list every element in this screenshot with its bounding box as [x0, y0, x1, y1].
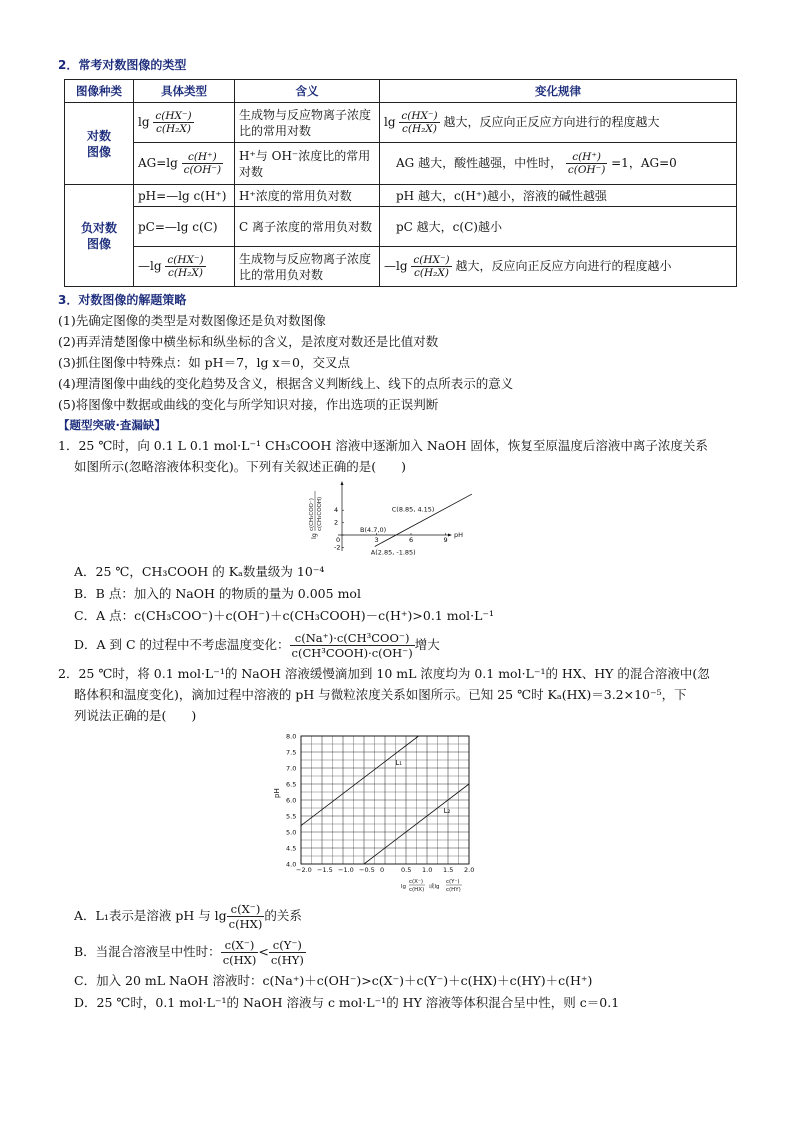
chart1-x-tick-label: 0: [336, 536, 341, 544]
fraction-denominator: c(OH⁻): [183, 164, 222, 176]
fraction: [153, 110, 193, 135]
fraction-numerator: c(HX⁻): [155, 110, 192, 122]
chart2-x-tick-label: 1.5: [443, 866, 454, 874]
fraction-denominator: c(OH⁻): [567, 164, 606, 176]
fraction: [227, 902, 265, 931]
chart2-ylabel: pH: [273, 788, 281, 798]
chart2-y-tick-label: 6.5: [286, 780, 297, 789]
rule-text: 越大，反应向正反应方向进行的程度越小: [455, 259, 672, 273]
option-d-prefix: D．A 到 C 的过程中不考虑温度变化：: [74, 637, 290, 652]
table-row: [65, 247, 737, 287]
question-1-stem-line: 如图所示(忽略溶液体积变化)。下列有关叙述正确的是( ): [74, 459, 407, 474]
table-header-row: [65, 80, 737, 103]
list-item: (5)将图像中数据或曲线的变化与所学知识对接，作出选项的正误判断: [58, 397, 439, 412]
question-2-option-a: [58, 898, 738, 934]
fraction-numerator: c(HX⁻): [167, 254, 204, 266]
question-1-option-d: [58, 627, 738, 663]
table-row: [65, 185, 737, 207]
chart1-point-b-label: B(4.7,0): [360, 526, 387, 534]
fraction: [399, 110, 439, 135]
type-prefix: AG=lg: [138, 156, 178, 170]
chart2-tick-labels: [286, 732, 474, 874]
question-1-option-a: A．25 ℃，CH₃COOH 的 Kₐ数量级为 10⁻⁴: [74, 564, 325, 579]
rule-prefix: —lg: [384, 259, 408, 273]
section-3-title: 3．对数图像的解题策略: [58, 293, 187, 307]
question-2-option-b: [58, 934, 738, 970]
chart2-l2-label: L₂: [443, 806, 451, 815]
meaning-cell: C 离子浓度的常用负对数: [235, 207, 380, 247]
chart-1-acetate-ratio: [308, 479, 488, 559]
category-negative-log-label: 负对数 图像: [80, 220, 117, 251]
question-2: [58, 663, 738, 1014]
chart2-y-tick-label: 6.0: [286, 796, 297, 805]
question-1: [58, 435, 738, 663]
rule-text: AG 越大，酸性越强，中性时，: [396, 156, 563, 170]
chart2-y-tick-label: 4.0: [286, 860, 297, 869]
chart2-x-tick-label: −2.0: [296, 866, 312, 874]
fraction-denominator: c(H₂X): [414, 267, 449, 279]
chart2-y-tick-label: 4.5: [286, 844, 297, 853]
chart1-y-tick-label: 2: [334, 518, 339, 527]
log-graph-types-table: [64, 79, 737, 287]
rule-cell: [380, 143, 737, 185]
list-item: (2)再弄清楚图像中横坐标和纵坐标的含义，是浓度对数还是比值对数: [58, 334, 439, 349]
fraction: [290, 631, 415, 660]
less-than-sign: <: [258, 944, 269, 959]
chart2-y-tick-label: 8.0: [286, 732, 297, 741]
header-meaning: 含义: [235, 80, 380, 103]
chart2-line-l1: [301, 736, 419, 826]
list-item: (3)抓住图像中特殊点：如 pH＝7，lg x＝0，交叉点: [58, 355, 351, 370]
category-negative-log: [65, 185, 134, 287]
fraction-denominator: c(HX): [222, 953, 257, 967]
question-2-option-d: D．25 ℃时，0.1 mol·L⁻¹的 NaOH 溶液与 c mol·L⁻¹的 HY 溶液等体积混合呈中性，则 c＝0.1: [74, 995, 620, 1010]
chart2-y-tick-label: 7.0: [286, 764, 297, 773]
header-change-rule: 变化规律: [380, 80, 737, 103]
rule-prefix: lg: [384, 115, 396, 129]
table-row: [65, 103, 737, 143]
document-page: [58, 56, 738, 1014]
type-prefix: lg: [138, 115, 150, 129]
fraction: [269, 938, 306, 967]
chart1-x-tick-label: 3: [374, 536, 379, 544]
fraction-numerator: c(HX⁻): [413, 254, 450, 266]
fraction-denominator: c(H₂X): [402, 123, 437, 135]
option-b-prefix: B．当混合溶液呈中性时：: [74, 944, 221, 959]
chart1-xlabel: pH: [454, 531, 464, 539]
table-row: [65, 143, 737, 185]
chart2-xlabel-lg1: lg: [401, 884, 407, 890]
type-cell: pH=—lg c(H⁺): [134, 185, 235, 207]
meaning-cell: H⁺浓度的常用负对数: [235, 185, 380, 207]
fraction-numerator: c(HX⁻): [401, 110, 438, 122]
section-2-title: 2．常考对数图像的类型: [58, 58, 187, 72]
chart2-x-tick-label: −0.5: [359, 866, 375, 874]
chart1-ylabel-lg: lg: [310, 533, 318, 539]
chart2-xlabel-or: 或lg: [429, 884, 440, 890]
question-1-stem-line: 1．25 ℃时，向 0.1 L 0.1 mol·L⁻¹ CH₃COOH 溶液中逐渐加入 NaOH 固体，恢复至原温度后溶液中离子浓度关系: [58, 438, 708, 453]
type-cell: [134, 247, 235, 287]
meaning-cell: 生成物与反应物离子浓度比的常用对数: [235, 103, 380, 143]
chart2-y-tick-label: 7.5: [286, 748, 297, 757]
chart1-x-tick-label: 6: [409, 536, 414, 544]
chart2-grid: [301, 736, 469, 864]
chart2-y-tick-label: 5.0: [286, 828, 297, 837]
chart2-y-tick-label: 5.5: [286, 812, 297, 821]
fraction: [182, 151, 223, 176]
type-cell: [134, 103, 235, 143]
fraction-denominator: c(HY): [270, 953, 304, 967]
chart1-y-arrow: [341, 481, 344, 485]
fraction-denominator: c(CH³COOH)·c(OH⁻): [291, 646, 413, 660]
chart1-point-a-label: A(2.85, -1.85): [370, 548, 416, 557]
chart1-point-c-label: C(8.85, 4.15): [391, 505, 435, 514]
meaning-cell: H⁺与 OH⁻浓度比的常用对数: [235, 143, 380, 185]
option-d-suffix: 增大: [414, 637, 440, 652]
chart2-x-tick-label: −1.5: [317, 866, 333, 874]
chart2-x-tick-label: −1.0: [338, 866, 354, 874]
chart1-ylabel-num: c(CH₃COO⁻): [309, 498, 315, 531]
fraction-numerator: c(X⁻): [227, 902, 265, 917]
fraction: [411, 254, 451, 279]
type-cell: [134, 143, 235, 185]
fraction-denominator: c(H₂X): [168, 267, 203, 279]
rule-cell: pC 越大，c(C)越小: [380, 207, 737, 247]
fraction: [566, 151, 607, 176]
fraction-numerator: c(X⁻): [221, 938, 259, 953]
chart1-y-tick-label: 4: [334, 506, 339, 515]
chart2-xlabel-num1: c(X⁻): [409, 879, 423, 885]
rule-cell: [380, 247, 737, 287]
chart2-x-tick-label: 0: [380, 866, 385, 874]
question-2-stem-line: 2．25 ℃时，将 0.1 mol·L⁻¹的 NaOH 溶液缓慢滴加到 10 mL 浓度均为 0.1 mol·L⁻¹的 HX、HY 的混合溶液中(忽: [58, 666, 710, 681]
header-graph-category: 图像种类: [65, 80, 134, 103]
chart2-xlabel-den2: c(HY): [446, 887, 461, 893]
question-1-option-c: C．A 点：c(CH₃COO⁻)＋c(OH⁻)＋c(CH₃COOH)－c(H⁺)>0.1 mol·L⁻¹: [74, 608, 494, 623]
chart1-x-arrow: [448, 534, 452, 537]
category-positive-log-label: 对数 图像: [86, 128, 111, 159]
rule-text: 越大，反应向正反应方向进行的程度越大: [443, 115, 660, 129]
list-item: (1)先确定图像的类型是对数图像还是负对数图像: [58, 313, 326, 328]
practice-title: 【题型突破·查漏缺】: [58, 418, 166, 432]
question-1-option-b: B．B 点：加入的 NaOH 的物质的量为 0.005 mol: [74, 586, 361, 601]
header-specific-type: 具体类型: [134, 80, 235, 103]
type-prefix: —lg: [138, 259, 162, 273]
chart2-xlabel-num2: c(Y⁻): [446, 879, 460, 885]
chart1-y-tick-label: -2: [334, 543, 341, 552]
chart2-x-tick-label: 1.0: [422, 866, 433, 874]
chart2-x-tick-label: 2.0: [464, 866, 475, 874]
list-item: (4)理清图像中曲线的变化趋势及含义，根据含义判断线上、线下的点所表示的意义: [58, 376, 514, 391]
strategy-list: [58, 310, 738, 415]
chart-2-ph-relation: [273, 728, 523, 896]
chart1-x-tick-label: 9: [443, 536, 448, 544]
fraction-numerator: c(Na⁺)·c(CH³COO⁻): [290, 631, 415, 646]
fraction-numerator: c(H⁺): [566, 151, 607, 164]
chart2-x-tick-label: 0.5: [401, 866, 412, 874]
meaning-cell: 生成物与反应物离子浓度比的常用负对数: [235, 247, 380, 287]
fraction-denominator: c(HX): [228, 917, 263, 931]
rule-cell: [380, 103, 737, 143]
fraction: [221, 938, 259, 967]
option-a-suffix: 的关系: [264, 908, 302, 923]
fraction-numerator: c(H⁺): [182, 151, 223, 164]
question-2-option-c: C．加入 20 mL NaOH 溶液时：c(Na⁺)＋c(OH⁻)>c(X⁻)＋c(Y⁻)＋c(HX)＋c(HY)＋c(H⁺): [74, 973, 593, 988]
option-a-prefix: A．L₁表示是溶液 pH 与 lg: [74, 908, 227, 923]
fraction-numerator: c(Y⁻): [269, 938, 306, 953]
type-cell: pC=—lg c(C): [134, 207, 235, 247]
question-2-stem-line: 略体积和温度变化)，滴加过程中溶液的 pH 与微粒浓度关系如图所示。已知 25 ℃时 Kₐ(HX)＝3.2×10⁻⁵，下: [74, 687, 687, 702]
rule-cell: pH 越大，c(H⁺)越小，溶液的碱性越强: [380, 185, 737, 207]
fraction: [165, 254, 205, 279]
chart2-xlabel-den1: c(HX): [409, 887, 425, 893]
fraction-denominator: c(H₂X): [156, 123, 191, 135]
table-row: [65, 207, 737, 247]
rule-text: =1，AG=0: [611, 156, 677, 170]
category-positive-log: [65, 103, 134, 185]
chart2-l1-label: L₁: [395, 758, 403, 767]
chart1-ylabel-den: c(CH₃COOH): [317, 496, 323, 531]
question-2-stem-line: 列说法正确的是( ): [74, 708, 197, 723]
